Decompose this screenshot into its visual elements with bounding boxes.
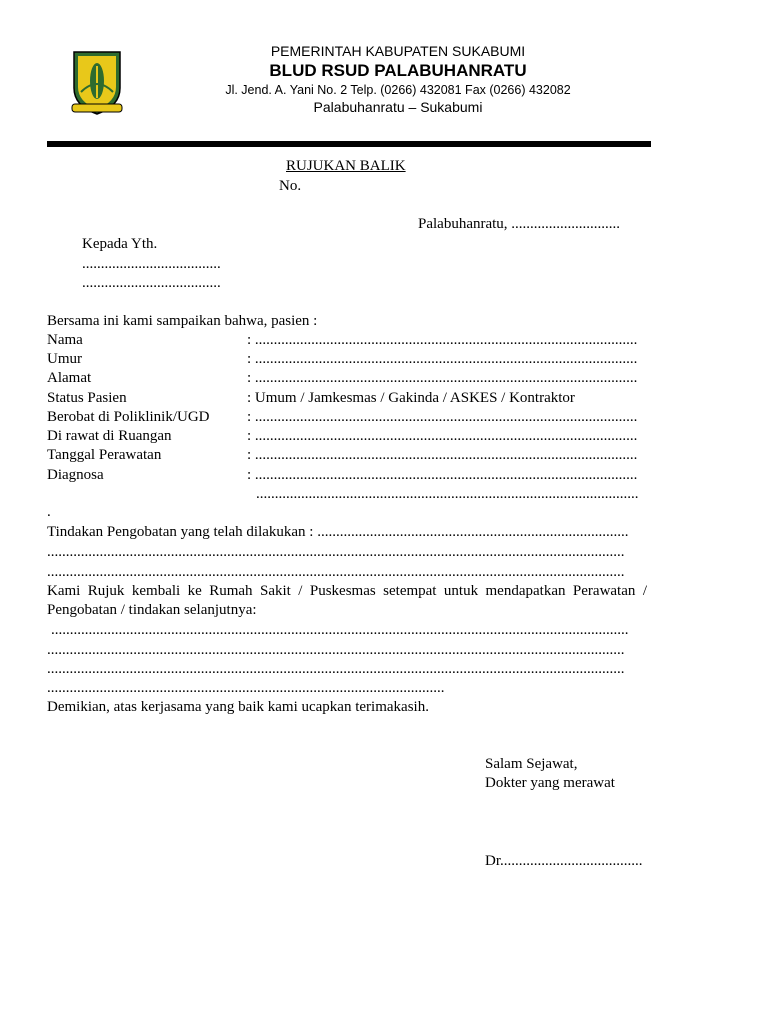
- field-value-ruangan: : ......................................................................................................: [247, 428, 638, 444]
- recipient-line: .....................................: [82, 275, 221, 291]
- regency-crest-logo: [68, 48, 126, 118]
- rujuk-dots-line: ..........................................................................................................: [47, 680, 445, 696]
- field-value-tanggal: : ......................................................................................................: [247, 447, 638, 463]
- rujuk-text-line-a: Kami Rujuk kembali ke Rumah Sakit / Puskesmas setempat untuk mendapatkan Perawatan /: [47, 583, 647, 599]
- stray-dot: .: [47, 504, 51, 520]
- field-label-alamat: Alamat: [47, 370, 92, 386]
- signature-role: Dokter yang merawat: [485, 775, 615, 791]
- rujuk-text-line-b: Pengobatan / tindakan selanjutnya:: [47, 602, 257, 618]
- field-label-diagnosa: Diagnosa: [47, 467, 104, 483]
- field-value-poliklinik: : ......................................................................................................: [247, 409, 638, 425]
- field-label-umur: Umur: [47, 351, 82, 367]
- gov-name: PEMERINTAH KABUPATEN SUKABUMI: [270, 43, 526, 59]
- field-value-status: : Umum / Jamkesmas / Gakinda / ASKES / Kontraktor: [247, 390, 575, 406]
- field-label-ruangan: Di rawat di Ruangan: [47, 428, 172, 444]
- tindakan-line: ..........................................................................................................................................................: [47, 564, 625, 580]
- signature-name: Dr......................................: [485, 853, 643, 869]
- intro-text: Bersama ini kami sampaikan bahwa, pasien :: [47, 313, 318, 329]
- field-value-umur: : ......................................................................................................: [247, 351, 638, 367]
- tindakan-line: ..........................................................................................................................................................: [47, 544, 625, 560]
- field-value-diagnosa: : ......................................................................................................: [247, 467, 638, 483]
- recipient-line: .....................................: [82, 256, 221, 272]
- signature-salam: Salam Sejawat,: [485, 756, 578, 772]
- field-label-status: Status Pasien: [47, 390, 127, 406]
- closing-text: Demikian, atas kerjasama yang baik kami ucapkan terimakasih.: [47, 699, 429, 715]
- rujuk-dots-line: ..........................................................................................................................................................: [47, 661, 625, 677]
- place-date: Palabuhanratu, .............................: [418, 216, 621, 232]
- diagnosa-extra-line: ......................................................................................................: [256, 486, 639, 502]
- hospital-name: BLUD RSUD PALABUHANRATU: [269, 61, 527, 80]
- field-label-tanggal: Tanggal Perawatan: [47, 447, 162, 463]
- tindakan-label: Tindakan Pengobatan yang telah dilakukan : ...................................................................................: [47, 524, 629, 540]
- field-label-nama: Nama: [47, 332, 83, 348]
- document-number: No.: [279, 178, 302, 194]
- rujuk-dots-line: ..........................................................................................................................................................: [47, 642, 625, 658]
- field-label-poliklinik: Berobat di Poliklinik/UGD: [47, 409, 210, 425]
- rujuk-dots-line: ..........................................................................................................................................................: [51, 622, 629, 638]
- field-value-alamat: : ......................................................................................................: [247, 370, 638, 386]
- field-value-nama: : ......................................................................................................: [247, 332, 638, 348]
- hospital-address: Jl. Jend. A. Yani No. 2 Telp. (0266) 432081 Fax (0266) 432082: [225, 83, 571, 97]
- recipient-greeting: Kepada Yth.: [82, 236, 158, 252]
- document-title: RUJUKAN BALIK: [286, 158, 406, 174]
- header-divider: [47, 141, 651, 147]
- hospital-city: Palabuhanratu – Sukabumi: [313, 99, 483, 115]
